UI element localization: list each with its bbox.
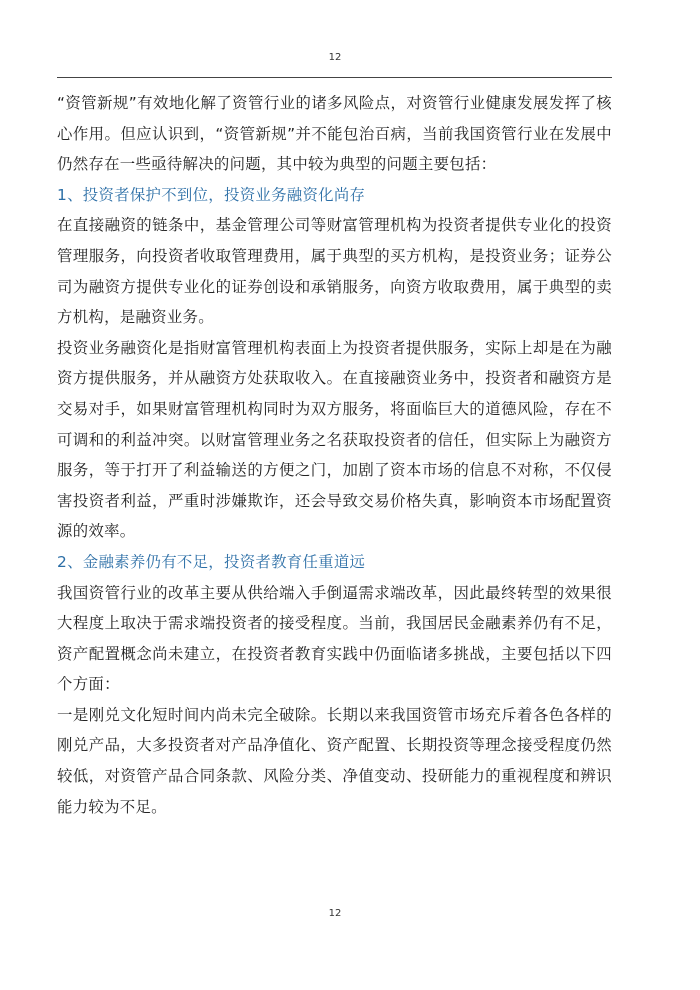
section-1-paragraph-1: 在直接融资的链条中，基金管理公司等财富管理机构为投资者提供专业化的投资管理服务，向投资者收取管理费用，属于典型的买方机构，是投资业务；证券公司为融资方提供专业化的证券创设和承销服务，向资方收取费用，属于典型的卖方机构，是融资业务。 (57, 216, 612, 327)
section-1-paragraph-2: 投资业务融资化是指财富管理机构表面上为投资者提供服务，实际上却是在为融资方提供服务，并从融资方处获取收入。在直接融资业务中，投资者和融资方是交易对手，如果财富管理机构同时为双方服务，将面临巨大的道德风险，存在不可调和的利益冲突。以财富管理业务之名获取投资者的信任，但实际上为融资方服务，等于打开了利益输送的方便之门，加剧了资本市场的信息不对称，不仅侵害投资者利益，严重时涉嫌欺诈，还会导致交易价格失真，影响资本市场配置资源的效率。 (57, 338, 612, 541)
header-divider (57, 77, 612, 78)
footer-page-number: 12 (328, 908, 342, 919)
section-2-heading: 2、金融素养仍有不足，投资者教育任重道远 (57, 552, 366, 571)
section-2-paragraph-2: 一是刚兑文化短时间内尚未完全破除。长期以来我国资管市场充斥着各色各样的刚兑产品，大多投资者对产品净值化、资产配置、长期投资等理念接受程度仍然较低，对资管产品合同条款、风险分类、净值变动、投研能力的重视程度和辨识能力较为不足。 (57, 705, 612, 816)
section-1-heading: 1、投资者保护不到位，投资业务融资化尚存 (57, 185, 366, 204)
intro-paragraph: “资管新规”有效地化解了资管行业的诸多风险点，对资管行业健康发展发挥了核心作用。但应认识到，“资管新规”并不能包治百病，当前我国资管行业在发展中仍然存在一些亟待解决的问题，其中较为典型的问题主要包括： (57, 94, 612, 174)
header-page-number: 12 (328, 52, 342, 63)
section-2-paragraph-1: 我国资管行业的改革主要从供给端入手倒逼需求端改革，因此最终转型的效果很大程度上取决于需求端投资者的接受程度。当前，我国居民金融素养仍有不足，资产配置概念尚未建立，在投资者教育实践中仍面临诸多挑战，主要包括以下四个方面： (57, 583, 612, 694)
document-body (57, 88, 612, 822)
